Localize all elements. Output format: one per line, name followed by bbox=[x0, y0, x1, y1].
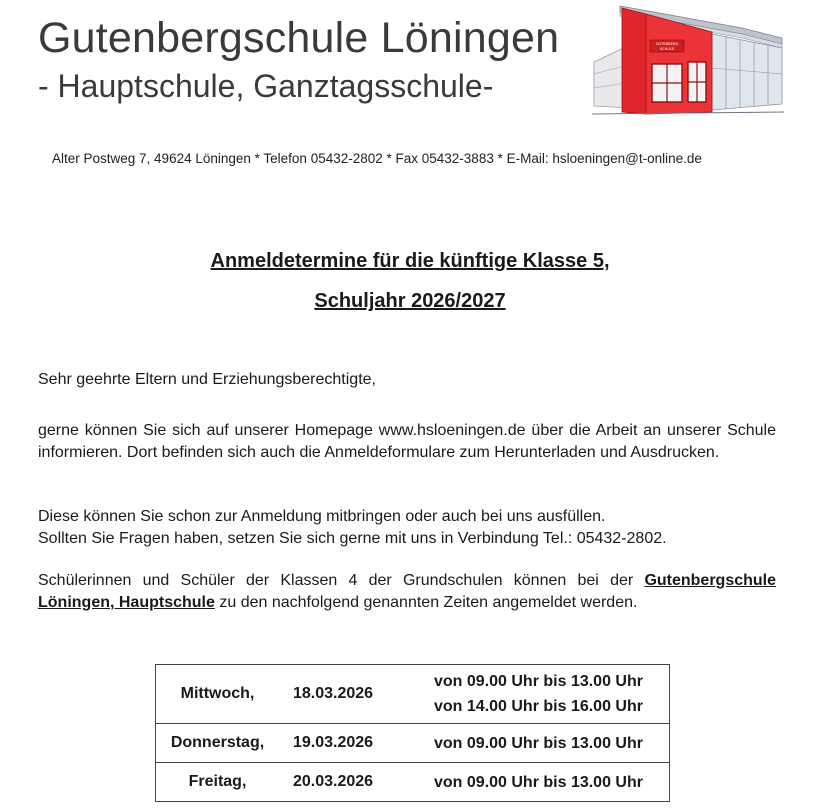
table-row bbox=[156, 763, 670, 802]
registration-school: Gutenbergschule Löningen, Hauptschule bbox=[38, 572, 777, 611]
schedule-date: 18.03.2026 bbox=[279, 665, 428, 724]
title-line2: Schuljahr 2026/2027 bbox=[314, 290, 506, 312]
registration-prefix: Schülerinnen und Schüler der Klassen 4 der Grundschulen können bei der bbox=[38, 572, 634, 589]
school-subtitle: - Hauptschule, Ganztagsschule- bbox=[38, 68, 494, 104]
schedule-time: von 09.00 Uhr bis 13.00 Uhr bbox=[428, 724, 670, 763]
info-paragraph: gerne können Sie sich auf unserer Homepage www.hsloeningen.de über die Arbeit an unserer Schule informieren. Dort befinden sich auch die Anmeldeformulare zum Herunterladen und Ausdrucken. bbox=[38, 422, 776, 461]
registration-suffix: zu den nachfolgend genannten Zeiten angemeldet werden. bbox=[219, 594, 638, 611]
schedule-time-1: von 09.00 Uhr bis 13.00 Uhr bbox=[434, 673, 643, 690]
schedule-date: 19.03.2026 bbox=[279, 724, 428, 763]
greeting: Sehr geehrte Eltern und Erziehungsberechtigte, bbox=[38, 371, 376, 388]
schedule-day: Freitag, bbox=[156, 763, 280, 802]
table-row bbox=[156, 665, 670, 724]
logo-sign-line2: SCHULE bbox=[659, 47, 675, 51]
school-name: Gutenbergschule Löningen bbox=[38, 14, 560, 62]
title-line1: Anmeldetermine für die künftige Klasse 5, bbox=[210, 250, 610, 272]
schedule-day: Mittwoch, bbox=[156, 665, 280, 724]
contact-line: Alter Postweg 7, 49624 Löningen * Telefon 05432-2802 * Fax 05432-3883 * E-Mail: hsloeningen@t-online.de bbox=[52, 151, 702, 166]
table-row bbox=[156, 724, 670, 763]
document-subtitle bbox=[0, 290, 820, 313]
document-title bbox=[0, 250, 820, 273]
schedule-time bbox=[428, 665, 670, 724]
schedule-time: von 09.00 Uhr bis 13.00 Uhr bbox=[428, 763, 670, 802]
forms-paragraph bbox=[38, 506, 776, 550]
schedule-time-2: von 14.00 Uhr bis 16.00 Uhr bbox=[434, 698, 643, 715]
logo-sign-line1: GUTENBERG bbox=[655, 42, 679, 46]
schedule-day: Donnerstag, bbox=[156, 724, 280, 763]
school-building-logo bbox=[592, 4, 784, 116]
schedule-date: 20.03.2026 bbox=[279, 763, 428, 802]
forms-line1: Diese können Sie schon zur Anmeldung mitbringen oder auch bei uns ausfüllen. bbox=[38, 508, 606, 525]
forms-line2: Sollten Sie Fragen haben, setzen Sie sich gerne mit uns in Verbindung Tel.: 05432-2802. bbox=[38, 530, 667, 547]
registration-paragraph bbox=[38, 570, 776, 614]
schedule-table bbox=[155, 664, 670, 802]
